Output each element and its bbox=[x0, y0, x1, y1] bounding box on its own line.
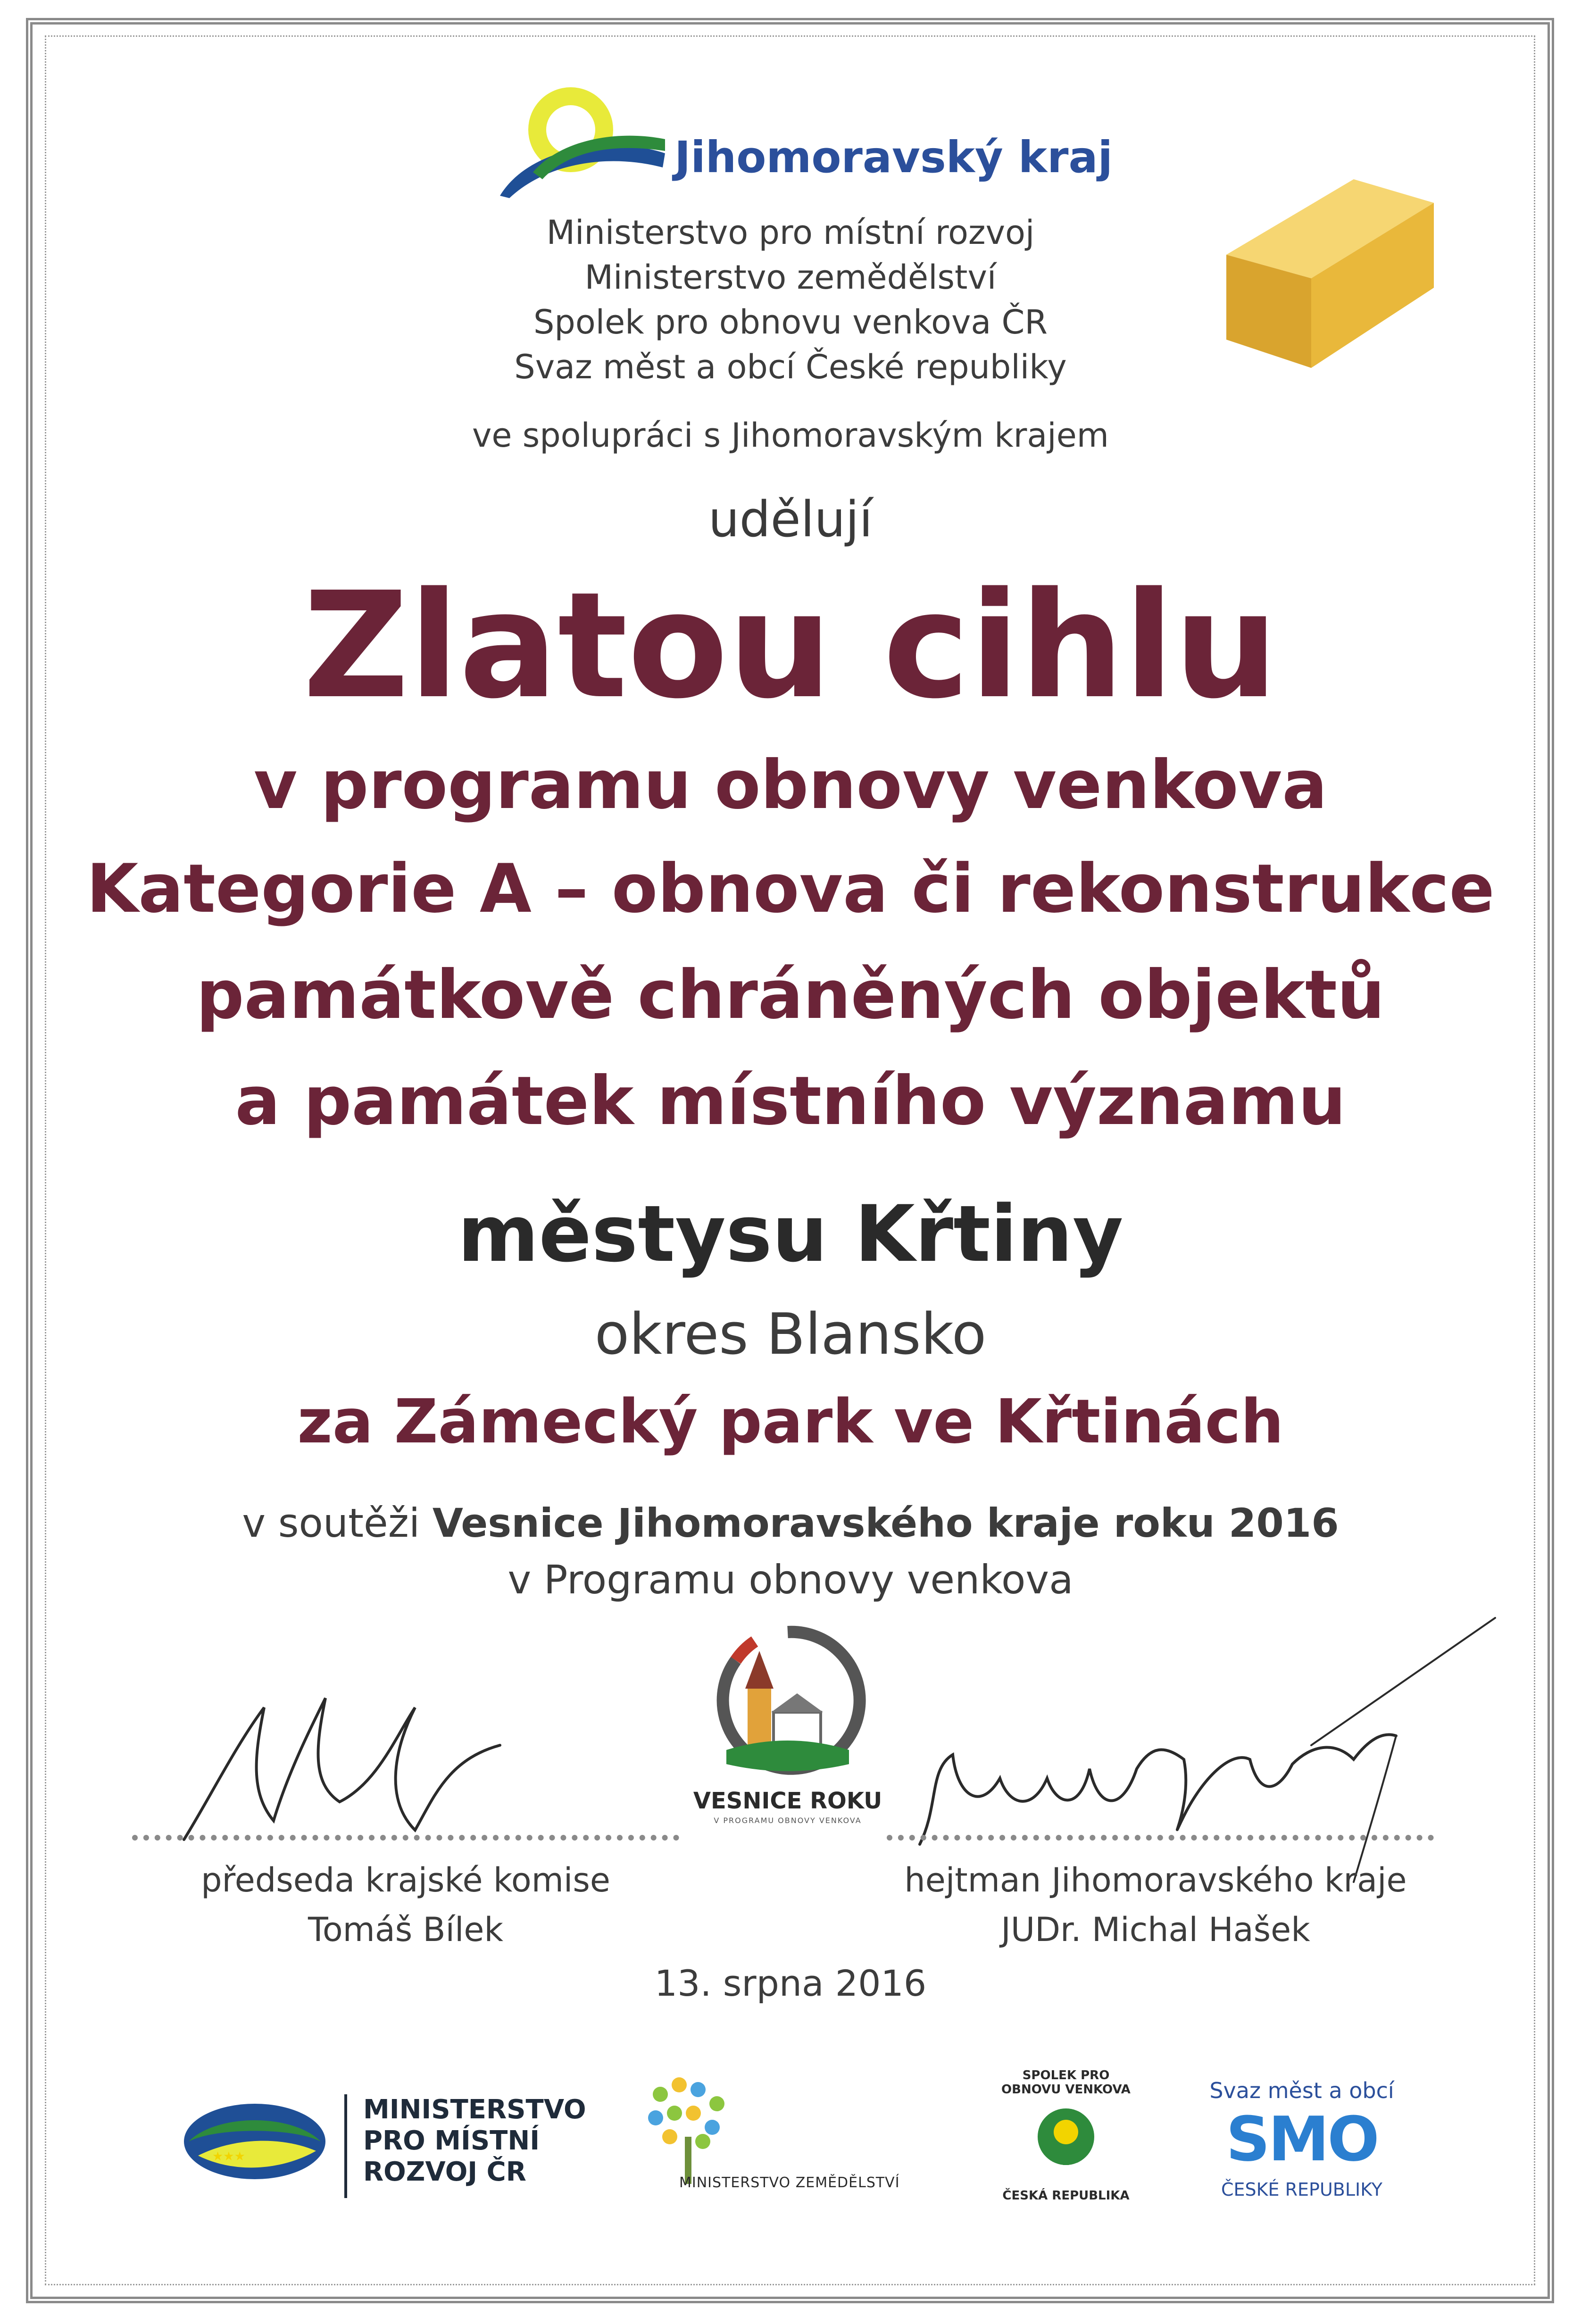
mmr-name bbox=[363, 2094, 586, 2188]
recipient-name: městysu Křtiny bbox=[458, 1189, 1123, 1279]
cooperation-text: ve spolupráci s Jihomoravským krajem bbox=[472, 416, 1109, 455]
recipient-district: okres Blansko bbox=[594, 1302, 987, 1367]
right-signatory-role: hejtman Jihomoravského kraje bbox=[904, 1861, 1407, 1899]
award-line-4: a památek místního významu bbox=[235, 1062, 1346, 1140]
left-signatory-role: předseda krajské komise bbox=[201, 1861, 610, 1899]
jihomoravsky-kraj-logo-icon bbox=[491, 78, 670, 200]
right-signatory-name: JUDr. Michal Hašek bbox=[1001, 1910, 1310, 1949]
award-line-1: v programu obnovy venkova bbox=[253, 746, 1328, 824]
award-reason: za Zámecký park ve Křtinách bbox=[297, 1387, 1284, 1457]
svg-text:★★★: ★★★ bbox=[212, 2149, 245, 2164]
organizer-1: Ministerstvo pro místní rozvoj bbox=[546, 213, 1035, 252]
mze-tree-logo-icon bbox=[632, 2066, 745, 2189]
organizer-3: Spolek pro obnovu venkova ČR bbox=[533, 303, 1048, 342]
vesnice-roku-subtitle: V PROGRAMU OBNOVY VENKOVA bbox=[714, 1816, 862, 1825]
organizer-2: Ministerstvo zemědělství bbox=[584, 258, 997, 297]
spov-bottom-text: ČESKÁ REPUBLIKA bbox=[1002, 2189, 1130, 2203]
award-line-2: Kategorie A – obnova či rekonstrukce bbox=[86, 850, 1495, 928]
award-verb: udělují bbox=[708, 491, 873, 548]
award-title: Zlatou cihlu bbox=[303, 561, 1278, 731]
smo-bottom-text: ČESKÉ REPUBLIKY bbox=[1221, 2179, 1383, 2200]
organizer-4: Svaz měst a obcí České republiky bbox=[514, 348, 1067, 386]
left-signature-icon bbox=[170, 1679, 509, 1849]
vesnice-roku-logo-icon bbox=[707, 1623, 868, 1778]
left-signatory-name: Tomáš Bílek bbox=[308, 1910, 504, 1949]
mmr-name-line-3: ROZVOJ ČR bbox=[363, 2157, 526, 2187]
award-line-3: památkově chráněných objektů bbox=[196, 956, 1385, 1034]
vesnice-roku-title: VESNICE ROKU bbox=[693, 1788, 882, 1814]
competition-program: v Programu obnovy venkova bbox=[508, 1557, 1073, 1603]
smo-top-text: Svaz měst a obcí bbox=[1209, 2078, 1394, 2103]
competition-line bbox=[0, 1500, 1581, 1546]
competition-name: Vesnice Jihomoravského kraje roku 2016 bbox=[432, 1500, 1339, 1546]
issue-date: 13. srpna 2016 bbox=[654, 1962, 927, 2004]
mmr-name-line-1: MINISTERSTVO bbox=[363, 2094, 586, 2125]
competition-prefix: v soutěži bbox=[242, 1500, 433, 1546]
left-signature-line bbox=[132, 1835, 679, 1841]
mze-name: MINISTERSTVO ZEMĚDĚLSTVÍ bbox=[679, 2174, 900, 2191]
mmr-name-line-2: PRO MÍSTNÍ bbox=[363, 2125, 540, 2156]
smo-mark: SMO bbox=[1226, 2103, 1378, 2175]
right-signature-icon bbox=[901, 1590, 1505, 1891]
spov-top-text: SPOLEK PRO OBNOVU VENKOVA bbox=[1001, 2068, 1131, 2097]
mmr-logo-icon bbox=[179, 2094, 330, 2189]
mmr-divider bbox=[344, 2094, 347, 2198]
brand-title: Jihomoravský kraj bbox=[674, 132, 1113, 183]
right-signature-line bbox=[887, 1835, 1434, 1841]
